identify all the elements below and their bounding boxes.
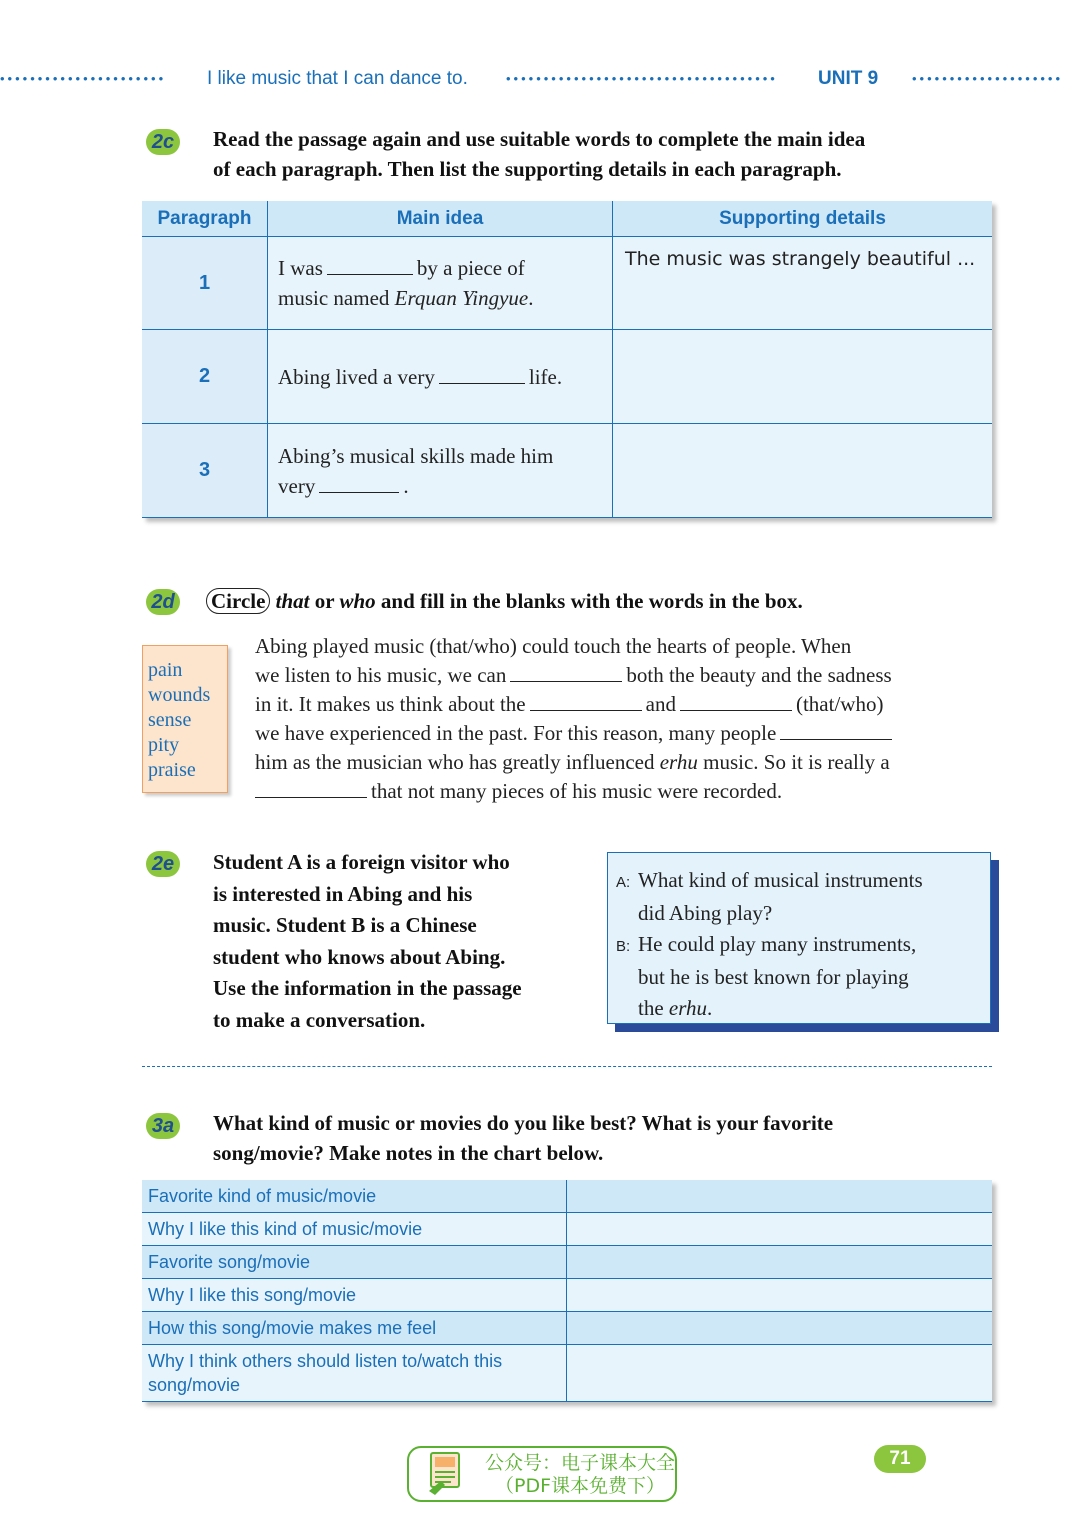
text: music named — [278, 286, 390, 310]
instruction-3a — [213, 1108, 833, 1168]
col-header-paragraph: Paragraph — [142, 201, 268, 237]
text: Abing lived a very — [278, 364, 435, 389]
row-label: Why I like this song/movie — [142, 1279, 567, 1312]
text: life. — [528, 364, 563, 389]
row-label: Why I like this kind of music/movie — [142, 1213, 567, 1246]
fill-blank[interactable] — [510, 680, 622, 682]
text: both the beauty and the sadness — [626, 663, 892, 687]
col-header-main-idea: Main idea — [268, 201, 613, 237]
watermark-badge — [407, 1446, 677, 1502]
watermark-text — [485, 1452, 675, 1498]
fill-blank[interactable] — [780, 738, 892, 740]
supporting-details-cell[interactable] — [613, 424, 993, 518]
main-idea-cell[interactable] — [268, 424, 613, 518]
section-badge-2e: 2e — [146, 851, 180, 877]
italic-title: Erquan Yingyue — [394, 286, 529, 310]
table-row — [142, 424, 992, 518]
word-box-item: wounds — [148, 684, 211, 706]
fill-blank[interactable] — [319, 491, 399, 493]
text: that — [275, 589, 310, 613]
text: or — [314, 589, 335, 613]
main-idea-table — [142, 201, 992, 518]
fill-blank[interactable] — [439, 382, 525, 384]
supporting-details-cell[interactable] — [613, 330, 993, 424]
word-box-item: pain — [148, 659, 183, 681]
table-row — [142, 1180, 992, 1213]
passage-line — [255, 690, 985, 719]
text: music. So it is really a — [703, 750, 890, 774]
notes-cell[interactable] — [567, 1345, 993, 1402]
speaker-b-line — [616, 929, 982, 962]
page-number: 71 — [874, 1445, 926, 1473]
row-number: 3 — [142, 424, 268, 518]
text: What kind of musical instruments — [638, 868, 923, 892]
text: him as the musician who has greatly influenced — [255, 750, 655, 774]
passage-line — [255, 777, 985, 806]
instruction-3a-line1: What kind of music or movies do you like best? What is your favorite — [213, 1111, 834, 1135]
text: erhu — [668, 996, 708, 1020]
text: did Abing play? — [638, 901, 773, 925]
table-row — [142, 1345, 992, 1402]
table-row — [142, 1213, 992, 1246]
word-box-item: sense — [148, 709, 192, 731]
header-dots-left: •••••••••••••••••••••• — [0, 74, 167, 84]
row-label: How this song/movie makes me feel — [142, 1312, 567, 1345]
fill-blank[interactable] — [680, 709, 792, 711]
text: the — [638, 996, 664, 1020]
row-number: 2 — [142, 330, 268, 424]
notes-cell[interactable] — [567, 1180, 993, 1213]
section-badge-3a: 3a — [146, 1113, 180, 1139]
instruction-line: to make a conversation. — [213, 1007, 426, 1032]
text: in it. It makes us think about the — [255, 692, 526, 716]
instruction-line: is interested in Abing and his — [213, 881, 473, 906]
conversation-box — [607, 852, 991, 1024]
table-row — [142, 1279, 992, 1312]
notes-cell[interactable] — [567, 1213, 993, 1246]
instruction-3a-line2: song/movie? Make notes in the chart below. — [213, 1141, 604, 1165]
text: . — [707, 996, 713, 1020]
row-number: 1 — [142, 237, 268, 330]
instruction-line: Student A is a foreign visitor who — [213, 850, 510, 874]
notes-cell[interactable] — [567, 1279, 993, 1312]
section-badge-2d: 2d — [146, 589, 180, 615]
row-label: Favorite song/movie — [142, 1246, 567, 1279]
header-dots-middle: •••••••••••••••••••••••••••••••••••• — [506, 74, 778, 84]
main-idea-cell[interactable] — [268, 237, 613, 330]
word-box-item: praise — [148, 759, 196, 781]
passage-line: Abing played music (that/who) could touch the hearts of people. When — [255, 634, 852, 658]
text: we have experienced in the past. For this reason, many people — [255, 721, 777, 745]
fill-blank[interactable] — [255, 796, 367, 798]
header-title: I like music that I can dance to. — [207, 68, 468, 89]
notes-cell[interactable] — [567, 1246, 993, 1279]
instruction-line: music. Student B is a Chinese — [213, 913, 477, 937]
instruction-2e — [213, 847, 603, 1036]
book-icon — [427, 1451, 467, 1497]
text: . — [403, 473, 409, 498]
table-row — [142, 330, 992, 424]
speaker-a-line — [616, 865, 982, 898]
main-idea-cell[interactable] — [268, 330, 613, 424]
text: and — [645, 692, 676, 716]
instruction-2d — [206, 586, 803, 616]
supporting-details-cell[interactable]: The music was strangely beautiful ... — [613, 237, 993, 330]
watermark-line1: 公众号：电子课本大全 — [485, 1452, 676, 1474]
passage-line — [255, 661, 985, 690]
passage-line — [255, 748, 985, 777]
fill-blank[interactable] — [530, 709, 642, 711]
instruction-line: Use the information in the passage — [213, 976, 522, 1000]
text: (that/who) — [795, 692, 884, 716]
text: but he is best known for playing — [638, 965, 909, 989]
text: that not many pieces of his music were recorded. — [371, 779, 783, 803]
col-header-supporting-details: Supporting details — [613, 201, 993, 237]
passage-2d — [255, 632, 985, 806]
speaker-label: A: — [616, 874, 631, 891]
text: erhu — [659, 750, 698, 774]
text: He could play many instruments, — [638, 932, 917, 956]
table-row — [142, 237, 992, 330]
text: . — [528, 286, 534, 310]
row-label: Favorite kind of music/movie — [142, 1180, 567, 1213]
watermark-line2: （PDF课本免费下） — [494, 1475, 666, 1497]
header-dots-right: •••••••••••••••••••• — [912, 74, 1064, 84]
table-row — [142, 1312, 992, 1345]
instruction-line: student who knows about Abing. — [213, 944, 506, 969]
text: very — [278, 473, 316, 498]
circle-word: Circle — [206, 588, 270, 614]
speaker-label: B: — [616, 938, 631, 955]
passage-line — [255, 719, 985, 748]
section-divider — [142, 1066, 992, 1067]
word-box — [142, 645, 228, 793]
text — [616, 993, 982, 1024]
text: by a piece of — [416, 256, 525, 280]
section-badge-2c: 2c — [146, 129, 180, 155]
text: I was — [278, 256, 323, 280]
row-label: Why I think others should listen to/watch this song/movie — [142, 1345, 567, 1402]
text: who — [339, 589, 376, 613]
instruction-2c — [213, 124, 865, 184]
notes-cell[interactable] — [567, 1312, 993, 1345]
instruction-2c-line2: of each paragraph. Then list the supporting details in each paragraph. — [213, 157, 842, 181]
text: Abing’s musical skills made him — [278, 443, 554, 468]
notes-chart — [142, 1180, 992, 1402]
text: and fill in the blanks with the words in the box. — [380, 589, 803, 613]
word-box-item: pity — [148, 734, 180, 756]
unit-label: UNIT 9 — [818, 68, 879, 89]
table-row — [142, 1246, 992, 1279]
text: we listen to his music, we can — [255, 663, 507, 687]
fill-blank[interactable] — [327, 273, 413, 275]
instruction-2c-line1: Read the passage again and use suitable words to complete the main idea — [213, 127, 866, 151]
